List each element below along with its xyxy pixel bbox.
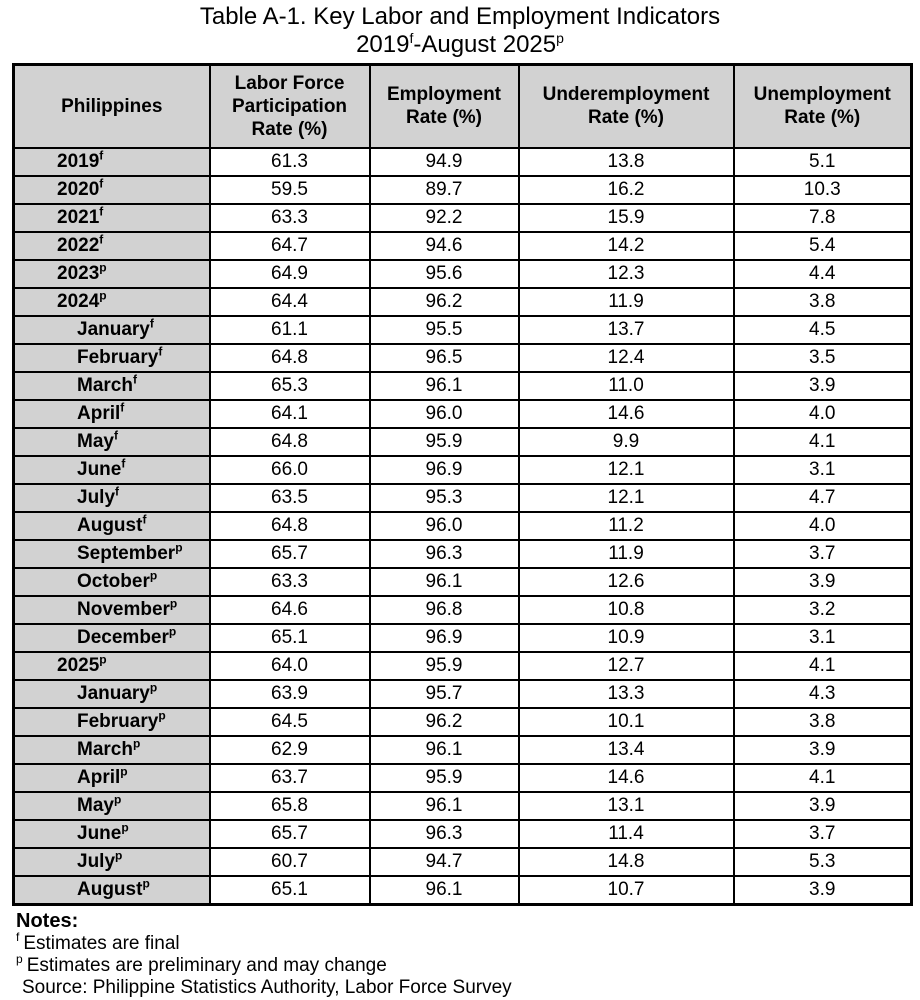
- lfpr-cell: 63.9: [210, 680, 370, 708]
- employment-rate-cell: 95.9: [370, 428, 519, 456]
- unemployment-rate-cell: 3.7: [734, 820, 912, 848]
- indicators-table: [12, 63, 913, 906]
- table-row: [14, 484, 912, 512]
- lfpr-cell: 64.7: [210, 232, 370, 260]
- unemployment-rate-cell: 3.1: [734, 456, 912, 484]
- table-row: [14, 540, 912, 568]
- table-row: [14, 596, 912, 624]
- row-label-superscript: f: [121, 456, 126, 471]
- table-row: [14, 512, 912, 540]
- note-final: $^f$ Estimates are final: [16, 930, 180, 954]
- underemployment-rate-cell: 10.7: [519, 876, 734, 905]
- employment-rate-cell: 89.7: [370, 176, 519, 204]
- employment-rate-cell: 96.9: [370, 456, 519, 484]
- lfpr-cell: 64.4: [210, 288, 370, 316]
- row-label: May$^p$: [14, 792, 210, 820]
- table-row: [14, 176, 912, 204]
- row-label-superscript: p: [142, 876, 150, 891]
- unemployment-rate-cell: 5.1: [734, 148, 912, 176]
- row-label-superscript: f: [113, 428, 118, 443]
- table-row: [14, 764, 912, 792]
- underemployment-rate-cell: 12.1: [519, 484, 734, 512]
- underemployment-rate-cell: 13.1: [519, 792, 734, 820]
- table-row: [14, 792, 912, 820]
- lfpr-cell: 64.6: [210, 596, 370, 624]
- underemployment-rate-cell: 14.6: [519, 400, 734, 428]
- row-label: 2021$^f$: [14, 204, 210, 232]
- row-label-superscript: p: [99, 652, 107, 667]
- underemployment-rate-cell: 13.4: [519, 736, 734, 764]
- table-row: [14, 232, 912, 260]
- row-label-superscript: p: [113, 792, 122, 807]
- lfpr-cell: 60.7: [210, 848, 370, 876]
- row-label: October$^p$: [14, 568, 210, 596]
- underemployment-rate-cell: 10.9: [519, 624, 734, 652]
- employment-rate-cell: 96.0: [370, 400, 519, 428]
- row-label: 2023$^p$: [14, 260, 210, 288]
- row-label: 2020$^f$: [14, 176, 210, 204]
- row-label: February$^p$: [14, 708, 210, 736]
- table-row: [14, 204, 912, 232]
- lfpr-cell: 64.5: [210, 708, 370, 736]
- row-label: November$^p$: [14, 596, 210, 624]
- lfpr-cell: 64.0: [210, 652, 370, 680]
- unemployment-rate-cell: 3.7: [734, 540, 912, 568]
- row-label: March$^f$: [14, 372, 210, 400]
- lfpr-cell: 65.7: [210, 820, 370, 848]
- employment-rate-cell: 96.3: [370, 540, 519, 568]
- notes-section: [16, 910, 920, 999]
- unemployment-rate-cell: 3.9: [734, 372, 912, 400]
- unemployment-rate-cell: 4.1: [734, 764, 912, 792]
- employment-rate-cell: 96.5: [370, 344, 519, 372]
- table-row: [14, 568, 912, 596]
- row-label: May$^f$: [14, 428, 210, 456]
- unemployment-rate-cell: 4.1: [734, 652, 912, 680]
- row-label: July$^f$: [14, 484, 210, 512]
- underemployment-rate-cell: 12.6: [519, 568, 734, 596]
- underemployment-rate-cell: 11.0: [519, 372, 734, 400]
- table-row: [14, 372, 912, 400]
- unemployment-rate-cell: 3.8: [734, 708, 912, 736]
- unemployment-rate-cell: 3.1: [734, 624, 912, 652]
- unemployment-rate-cell: 5.3: [734, 848, 912, 876]
- employment-rate-cell: 96.1: [370, 372, 519, 400]
- employment-rate-cell: 96.3: [370, 820, 519, 848]
- unemployment-rate-cell: 5.4: [734, 232, 912, 260]
- row-label-superscript: p: [115, 848, 123, 863]
- title-superscript-f: f: [409, 30, 414, 46]
- row-label: January$^f$: [14, 316, 210, 344]
- row-label: March$^p$: [14, 736, 210, 764]
- column-header-unemployment-rate: Unemployment Rate (%): [734, 65, 912, 148]
- row-label: December$^p$: [14, 624, 210, 652]
- row-label: September$^p$: [14, 540, 210, 568]
- lfpr-cell: 61.1: [210, 316, 370, 344]
- unemployment-rate-cell: 3.8: [734, 288, 912, 316]
- row-label-superscript: f: [142, 512, 147, 527]
- underemployment-rate-cell: 11.9: [519, 540, 734, 568]
- table-header: [14, 65, 912, 148]
- underemployment-rate-cell: 12.3: [519, 260, 734, 288]
- unemployment-rate-cell: 4.3: [734, 680, 912, 708]
- row-label-superscript: p: [132, 736, 141, 751]
- unemployment-rate-cell: 4.5: [734, 316, 912, 344]
- row-label-superscript: f: [158, 344, 163, 359]
- row-label: January$^p$: [14, 680, 210, 708]
- row-label-superscript: p: [169, 596, 178, 611]
- lfpr-cell: 65.8: [210, 792, 370, 820]
- row-label: 2022$^f$: [14, 232, 210, 260]
- underemployment-rate-cell: 9.9: [519, 428, 734, 456]
- title-superscript-p: p: [556, 30, 564, 46]
- lfpr-cell: 63.7: [210, 764, 370, 792]
- employment-rate-cell: 94.7: [370, 848, 519, 876]
- row-label-superscript: p: [175, 540, 183, 555]
- row-label: July$^p$: [14, 848, 210, 876]
- employment-rate-cell: 95.9: [370, 764, 519, 792]
- row-label: August$^p$: [14, 876, 210, 905]
- employment-rate-cell: 96.2: [370, 708, 519, 736]
- row-label-superscript: p: [120, 764, 128, 779]
- row-label-superscript: f: [120, 400, 125, 415]
- lfpr-cell: 65.1: [210, 876, 370, 905]
- underemployment-rate-cell: 11.4: [519, 820, 734, 848]
- row-label: August$^f$: [14, 512, 210, 540]
- lfpr-cell: 64.9: [210, 260, 370, 288]
- row-label: June$^f$: [14, 456, 210, 484]
- underemployment-rate-cell: 14.2: [519, 232, 734, 260]
- lfpr-cell: 64.8: [210, 512, 370, 540]
- table-row: [14, 876, 912, 905]
- row-label: 2019$^f$: [14, 148, 210, 176]
- table-row: [14, 680, 912, 708]
- row-label: 2024$^p$: [14, 288, 210, 316]
- lfpr-cell: 63.5: [210, 484, 370, 512]
- table-row: [14, 316, 912, 344]
- unemployment-rate-cell: 3.5: [734, 344, 912, 372]
- employment-rate-cell: 95.6: [370, 260, 519, 288]
- column-header-philippines: Philippines: [14, 65, 210, 148]
- employment-rate-cell: 96.1: [370, 792, 519, 820]
- employment-rate-cell: 95.3: [370, 484, 519, 512]
- lfpr-cell: 64.1: [210, 400, 370, 428]
- unemployment-rate-cell: 3.2: [734, 596, 912, 624]
- underemployment-rate-cell: 13.8: [519, 148, 734, 176]
- unemployment-rate-cell: 4.7: [734, 484, 912, 512]
- column-header-employment-rate: Employment Rate (%): [370, 65, 519, 148]
- unemployment-rate-cell: 10.3: [734, 176, 912, 204]
- column-header-underemployment-rate: Underemployment Rate (%): [519, 65, 734, 148]
- row-label-superscript: f: [99, 176, 104, 191]
- note-marker-f: f: [16, 930, 20, 945]
- table-body: [14, 148, 912, 905]
- unemployment-rate-cell: 3.9: [734, 568, 912, 596]
- table-row: [14, 652, 912, 680]
- employment-rate-cell: 94.6: [370, 232, 519, 260]
- employment-rate-cell: 96.2: [370, 288, 519, 316]
- lfpr-cell: 61.3: [210, 148, 370, 176]
- lfpr-cell: 62.9: [210, 736, 370, 764]
- row-label-superscript: f: [99, 148, 104, 163]
- table-row: [14, 820, 912, 848]
- table-row: [14, 148, 912, 176]
- underemployment-rate-cell: 10.1: [519, 708, 734, 736]
- underemployment-rate-cell: 12.1: [519, 456, 734, 484]
- lfpr-cell: 63.3: [210, 204, 370, 232]
- table-row: [14, 344, 912, 372]
- lfpr-cell: 64.8: [210, 428, 370, 456]
- row-label-superscript: f: [99, 232, 104, 247]
- employment-rate-cell: 96.9: [370, 624, 519, 652]
- table-row: [14, 260, 912, 288]
- row-label-superscript: f: [99, 204, 104, 219]
- table-title: [0, 0, 920, 59]
- lfpr-cell: 65.3: [210, 372, 370, 400]
- note-marker-p: p: [16, 952, 23, 967]
- column-header-lfpr: Labor Force Participation Rate (%): [210, 65, 370, 148]
- header-row: [14, 65, 912, 148]
- notes-heading: Notes:: [16, 909, 79, 932]
- row-label-superscript: p: [149, 568, 158, 583]
- row-label-superscript: f: [115, 484, 120, 499]
- note-preliminary: $^p$ Estimates are preliminary and may change: [16, 952, 387, 976]
- row-label-superscript: p: [168, 624, 177, 639]
- unemployment-rate-cell: 4.0: [734, 512, 912, 540]
- row-label-superscript: p: [99, 260, 107, 275]
- row-label: February$^f$: [14, 344, 210, 372]
- underemployment-rate-cell: 12.7: [519, 652, 734, 680]
- employment-rate-cell: 95.5: [370, 316, 519, 344]
- table-row: [14, 848, 912, 876]
- employment-rate-cell: 96.1: [370, 568, 519, 596]
- note-source: Source: Philippine Statistics Authority, Labor Force Survey: [22, 976, 512, 998]
- underemployment-rate-cell: 11.9: [519, 288, 734, 316]
- row-label: 2025$^p$: [14, 652, 210, 680]
- unemployment-rate-cell: 4.4: [734, 260, 912, 288]
- underemployment-rate-cell: 14.8: [519, 848, 734, 876]
- title-line-2: 2019$^f$-August 2025$^p$: [356, 30, 564, 58]
- table-row: [14, 428, 912, 456]
- employment-rate-cell: 95.9: [370, 652, 519, 680]
- employment-rate-cell: 96.0: [370, 512, 519, 540]
- employment-rate-cell: 96.1: [370, 736, 519, 764]
- underemployment-rate-cell: 14.6: [519, 764, 734, 792]
- underemployment-rate-cell: 16.2: [519, 176, 734, 204]
- table-row: [14, 288, 912, 316]
- employment-rate-cell: 96.8: [370, 596, 519, 624]
- unemployment-rate-cell: 4.0: [734, 400, 912, 428]
- underemployment-rate-cell: 12.4: [519, 344, 734, 372]
- unemployment-rate-cell: 3.9: [734, 792, 912, 820]
- table-row: [14, 736, 912, 764]
- table-row: [14, 624, 912, 652]
- row-label-superscript: f: [132, 372, 137, 387]
- lfpr-cell: 63.3: [210, 568, 370, 596]
- row-label: June$^p$: [14, 820, 210, 848]
- underemployment-rate-cell: 11.2: [519, 512, 734, 540]
- employment-rate-cell: 96.1: [370, 876, 519, 905]
- table-row: [14, 400, 912, 428]
- unemployment-rate-cell: 7.8: [734, 204, 912, 232]
- unemployment-rate-cell: 4.1: [734, 428, 912, 456]
- lfpr-cell: 66.0: [210, 456, 370, 484]
- unemployment-rate-cell: 3.9: [734, 736, 912, 764]
- employment-rate-cell: 95.7: [370, 680, 519, 708]
- lfpr-cell: 59.5: [210, 176, 370, 204]
- underemployment-rate-cell: 10.8: [519, 596, 734, 624]
- row-label-superscript: f: [149, 316, 154, 331]
- row-label-superscript: p: [121, 820, 129, 835]
- row-label-superscript: p: [158, 708, 166, 723]
- title-line-1: Table A-1. Key Labor and Employment Indicators: [199, 3, 721, 30]
- underemployment-rate-cell: 13.3: [519, 680, 734, 708]
- employment-rate-cell: 92.2: [370, 204, 519, 232]
- row-label-superscript: p: [99, 288, 107, 303]
- employment-rate-cell: 94.9: [370, 148, 519, 176]
- unemployment-rate-cell: 3.9: [734, 876, 912, 905]
- lfpr-cell: 65.7: [210, 540, 370, 568]
- row-label: April$^p$: [14, 764, 210, 792]
- table-row: [14, 708, 912, 736]
- row-label-superscript: p: [149, 680, 158, 695]
- underemployment-rate-cell: 15.9: [519, 204, 734, 232]
- table-row: [14, 456, 912, 484]
- lfpr-cell: 64.8: [210, 344, 370, 372]
- row-label: April$^f$: [14, 400, 210, 428]
- lfpr-cell: 65.1: [210, 624, 370, 652]
- underemployment-rate-cell: 13.7: [519, 316, 734, 344]
